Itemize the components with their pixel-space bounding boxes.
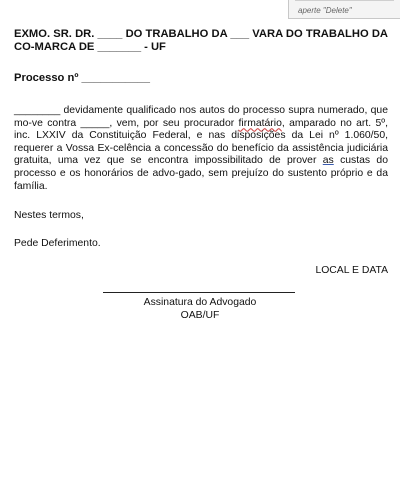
process-number-label: Processo nº ___________ xyxy=(14,72,150,84)
signature-line xyxy=(103,292,295,293)
document-heading: EXMO. SR. DR. ____ DO TRABALHO DA ___ VARA DO TRABALHO DA CO-MARCA DE _______ - UF xyxy=(14,28,388,53)
grammar-word-as[interactable]: as xyxy=(322,155,334,167)
body-text-part-3: custas do processo e os honorários de advo-gado, sem prejuízo do sustento próprio e da família. xyxy=(14,155,388,192)
signature-label: Assinatura do Advogado xyxy=(143,297,257,308)
spellcheck-word-firmatario[interactable]: firmatário xyxy=(238,117,282,129)
signature-block xyxy=(0,292,400,322)
body-text-part-2: , amparado no art. 5º, inc. LXXIV da Constituição Federal, e nas disposições da Lei nº 1.060/50, requerer a Vossa Ex-celência a concessão do benefício da assistência judiciária gratuita, uma vez que se encontra impossibilitado de prover xyxy=(14,117,388,167)
delete-hint-text: aperte "Delete" xyxy=(298,6,352,15)
signature-oab: OAB/UF xyxy=(180,310,220,321)
hint-divider xyxy=(295,0,394,1)
document-page xyxy=(14,28,388,278)
body-text-part-1: ________ devidamente qualificado nos autos do processo supra numerado, que mo-ve contra _____, vem, por seu procurador xyxy=(14,105,388,129)
request-text: Pede Deferimento. xyxy=(14,237,101,249)
delete-hint-panel xyxy=(288,0,400,19)
document-body-paragraph xyxy=(14,105,388,193)
place-date-text: LOCAL E DATA xyxy=(315,265,388,277)
closing-text: Nestes termos, xyxy=(14,210,84,222)
